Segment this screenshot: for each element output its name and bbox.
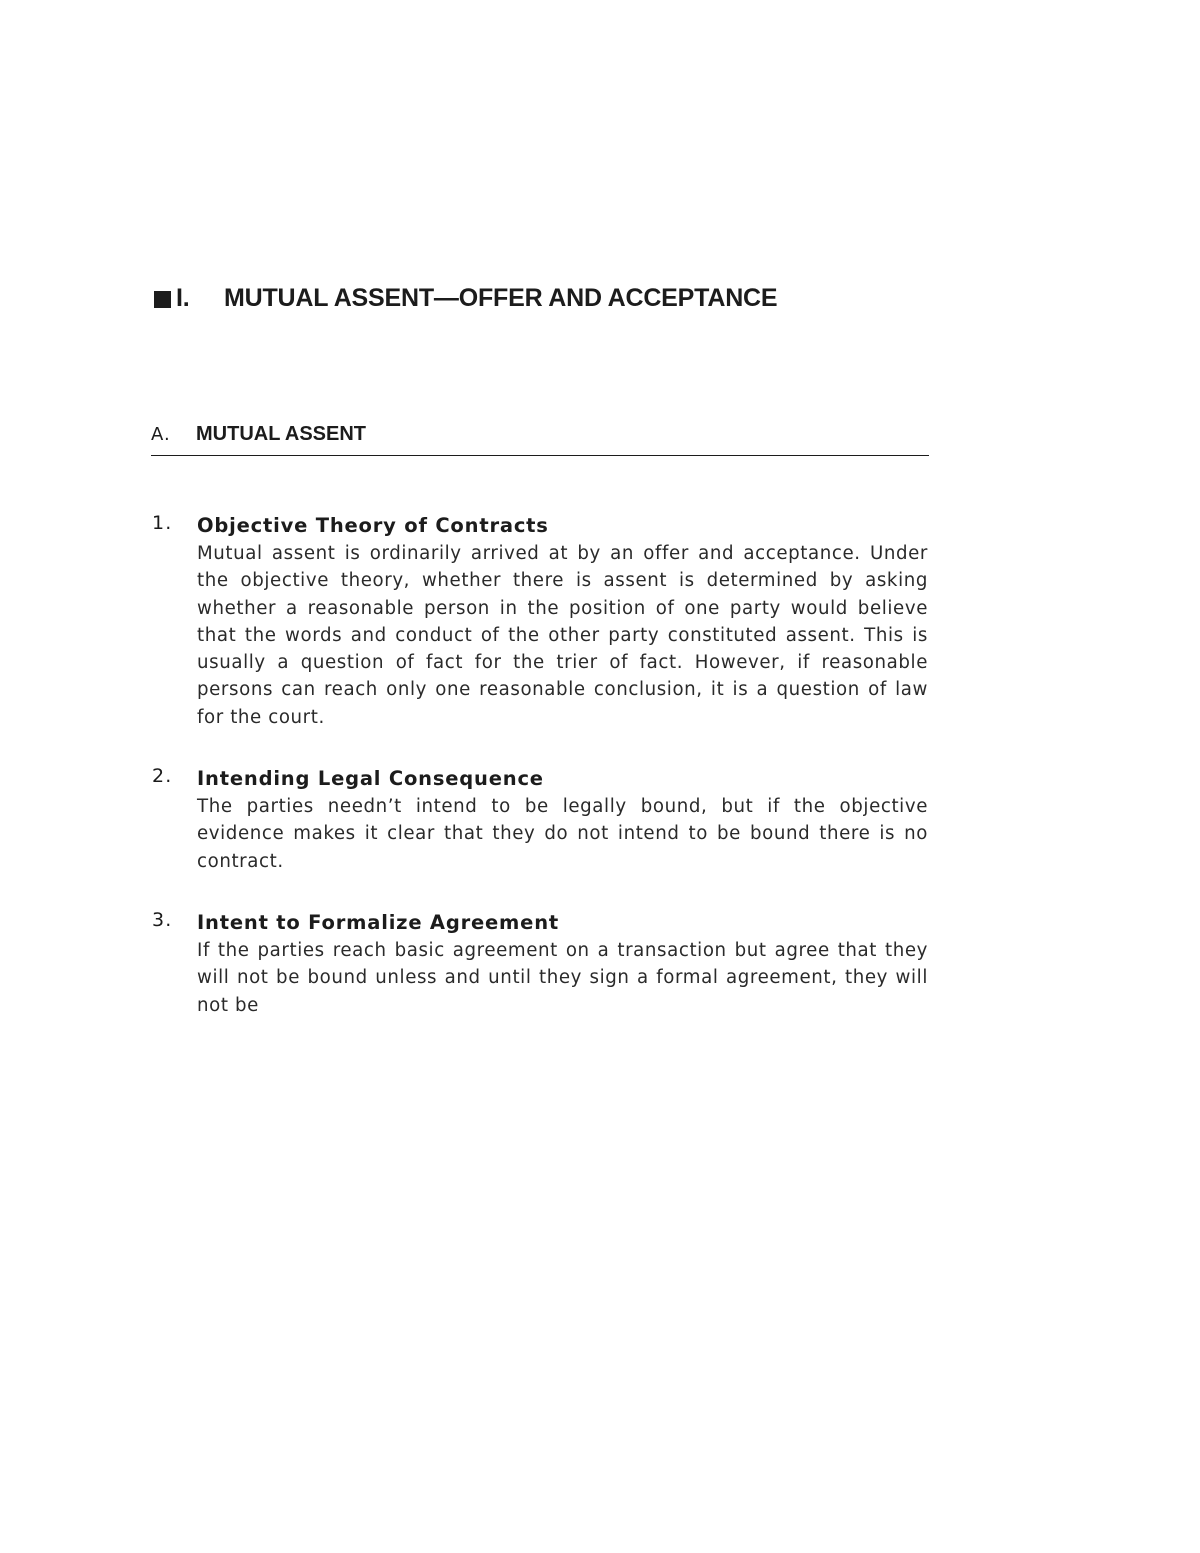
item-heading: Intent to Formalize Agreement <box>197 911 560 934</box>
list-item <box>152 765 928 875</box>
item-body: Mutual assent is ordinarily arrived at by an offer and acceptance. Under the objective theory, whether there is assent is determined by asking whether a reasonable person in the position of one party would believe that the words and conduct of the other party constituted assent. This is usually a question of fact for the trier of fact. However, if reasonable persons can reach only one reasonable conclusion, it is a question of law for the court. <box>197 543 928 728</box>
item-number: 1. <box>152 512 173 534</box>
section-heading <box>151 423 929 456</box>
item-heading: Objective Theory of Contracts <box>197 514 549 537</box>
chapter-number: I. <box>176 284 190 312</box>
list-item <box>152 512 928 731</box>
item-number: 3. <box>152 909 173 931</box>
list-item <box>152 909 928 1019</box>
item-number: 2. <box>152 765 173 787</box>
chapter-title: MUTUAL ASSENT—OFFER AND ACCEPTANCE <box>224 284 778 312</box>
section-title: MUTUAL ASSENT <box>196 423 366 445</box>
section-letter: A. <box>151 424 171 445</box>
item-heading: Intending Legal Consequence <box>197 767 544 790</box>
item-body: The parties needn’t intend to be legally bound, but if the objective evidence makes it clear that they do not intend to be bound there is no contract. <box>197 796 928 872</box>
square-bullet-icon <box>154 291 171 308</box>
item-body: If the parties reach basic agreement on a transaction but agree that they will not be bound unless and until they sign a formal agreement, they will not be <box>197 940 928 1016</box>
chapter-heading <box>154 284 777 313</box>
